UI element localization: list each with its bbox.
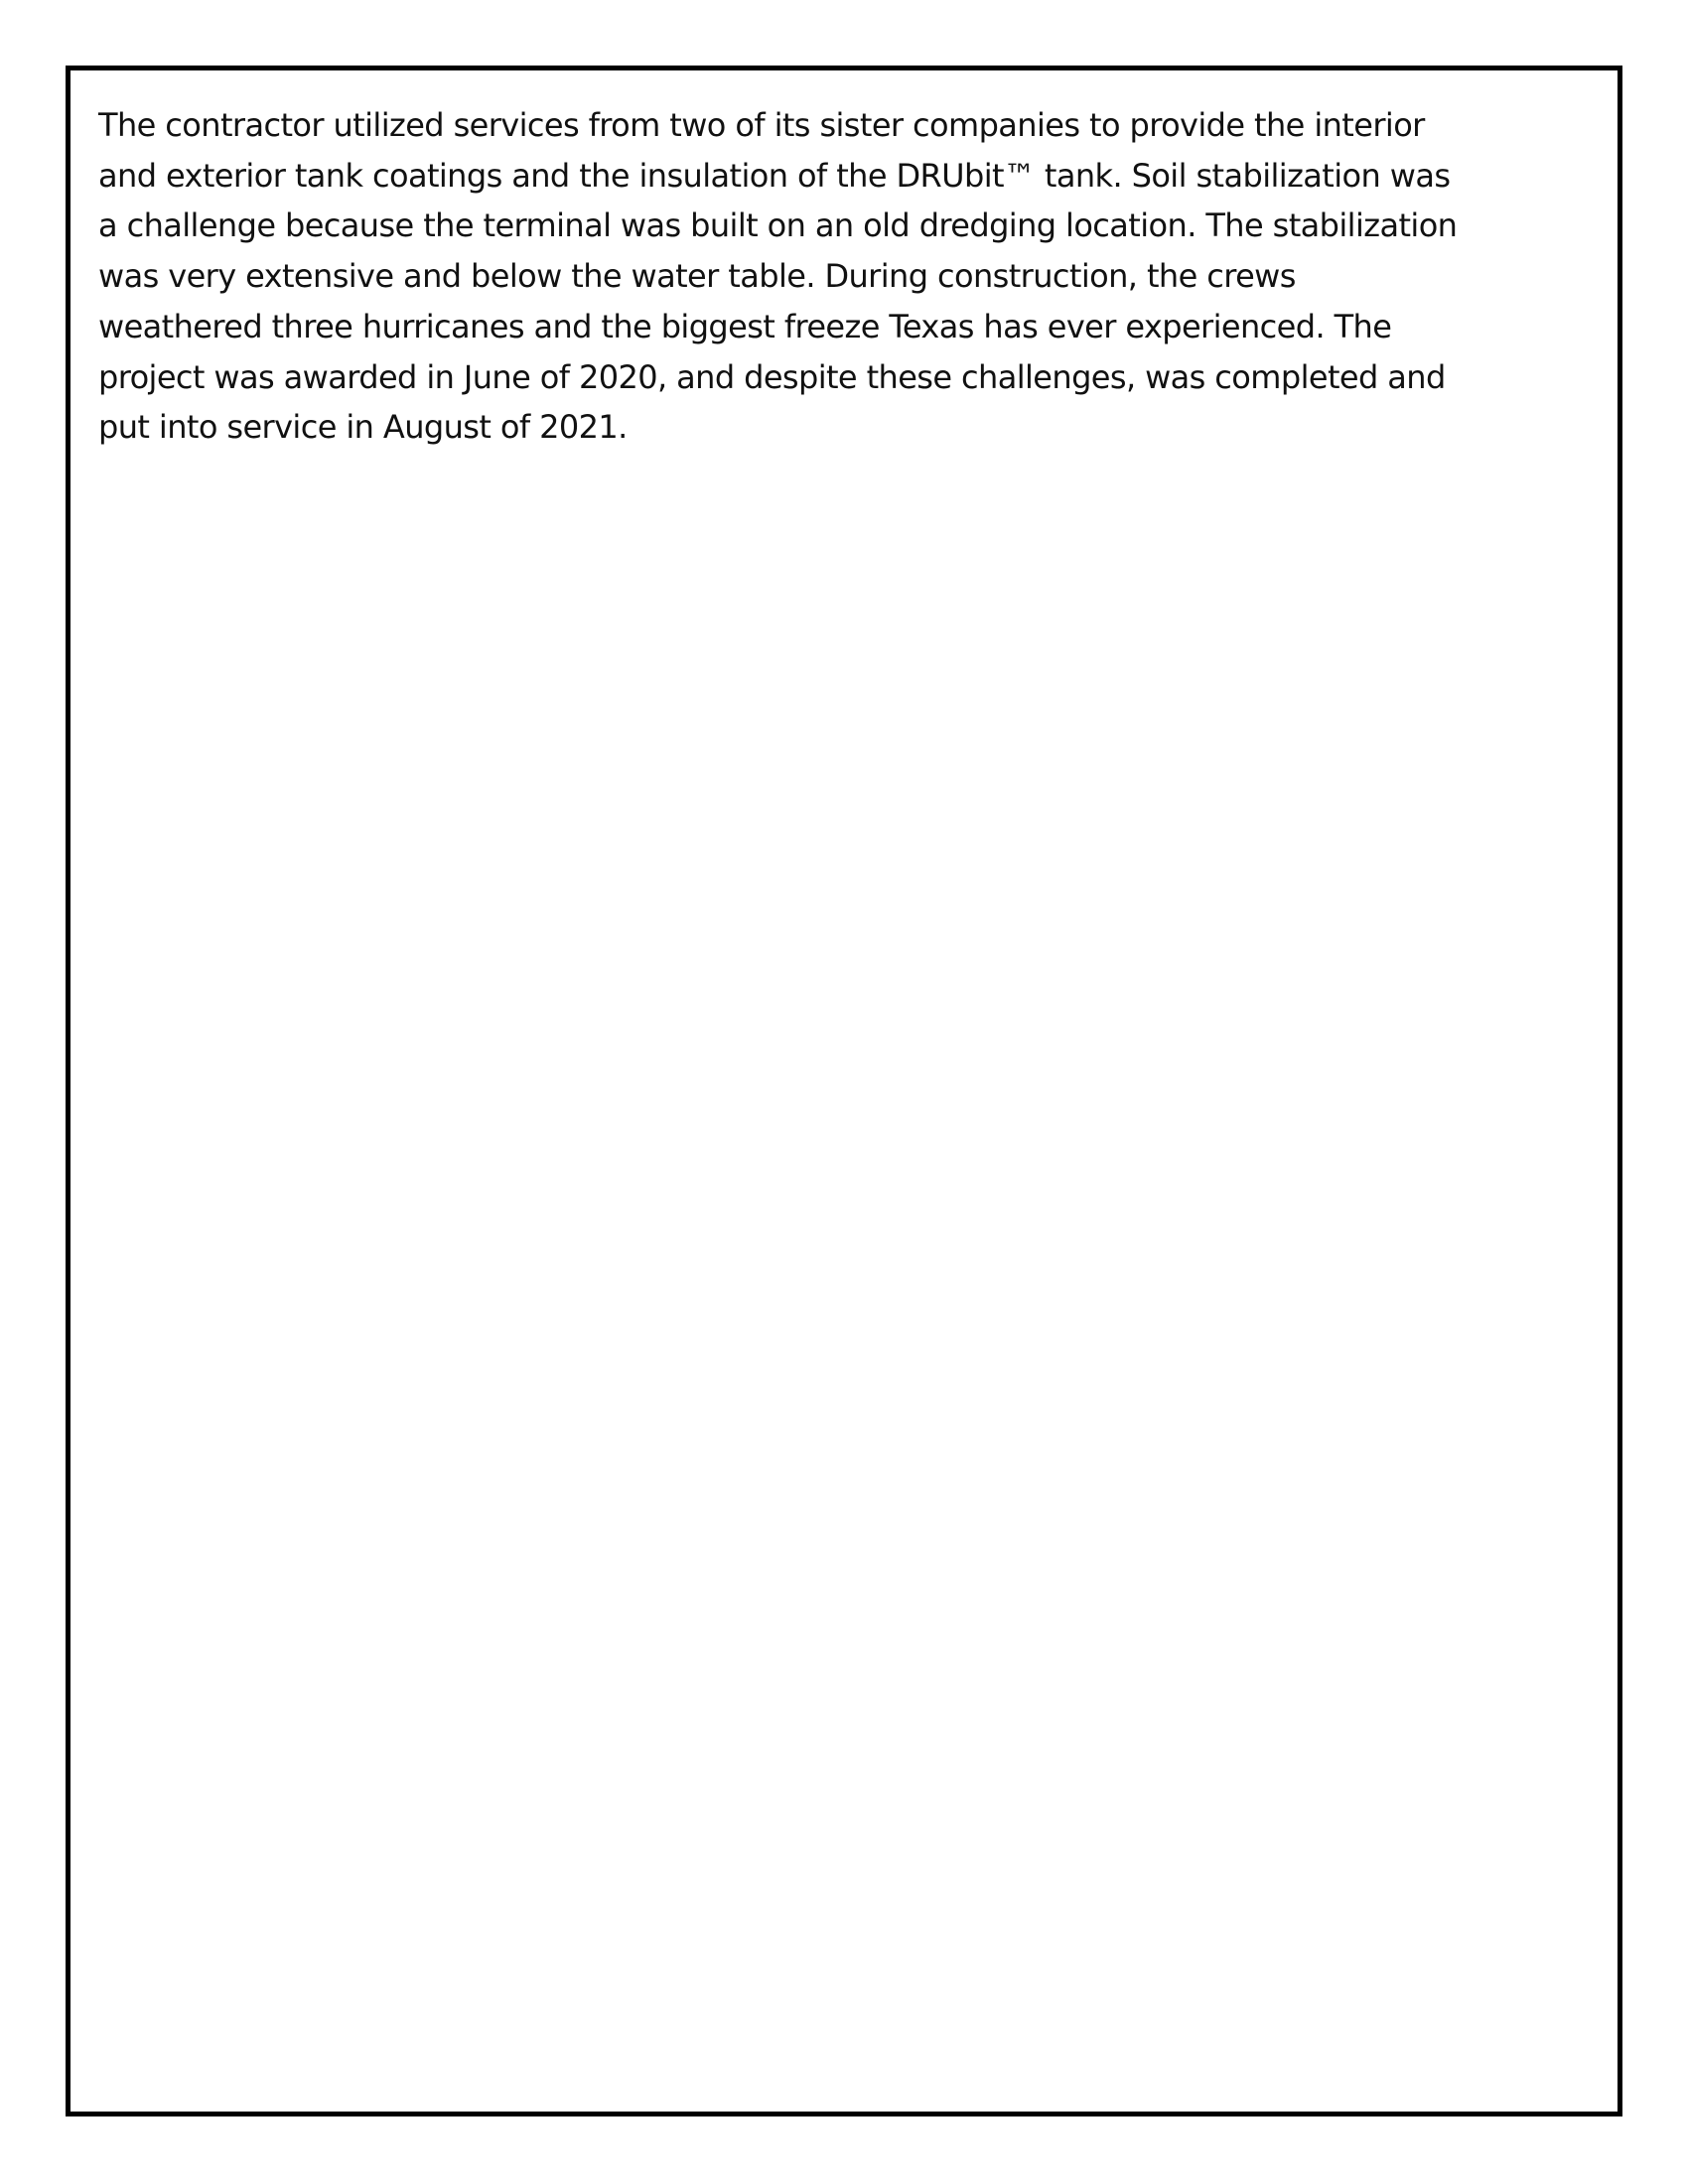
paragraph-line-3: a challenge because the terminal was built on an old dredging location. The stabilization	[98, 206, 1458, 245]
paragraph-line-6: project was awarded in June of 2020, and despite these challenges, was completed and	[98, 357, 1446, 396]
body-paragraph	[98, 100, 1608, 453]
paragraph-line-4: was very extensive and below the water table. During construction, the crews	[98, 257, 1296, 296]
paragraph-line-7: put into service in August of 2021.	[98, 408, 628, 447]
paragraph-line-5: weathered three hurricanes and the biggest freeze Texas has ever experienced. The	[98, 307, 1392, 345]
paragraph-line-1: The contractor utilized services from two of its sister companies to provide the interior	[98, 106, 1425, 144]
paragraph-line-2: and exterior tank coatings and the insulation of the DRUbit™ tank. Soil stabilization was	[98, 156, 1451, 195]
